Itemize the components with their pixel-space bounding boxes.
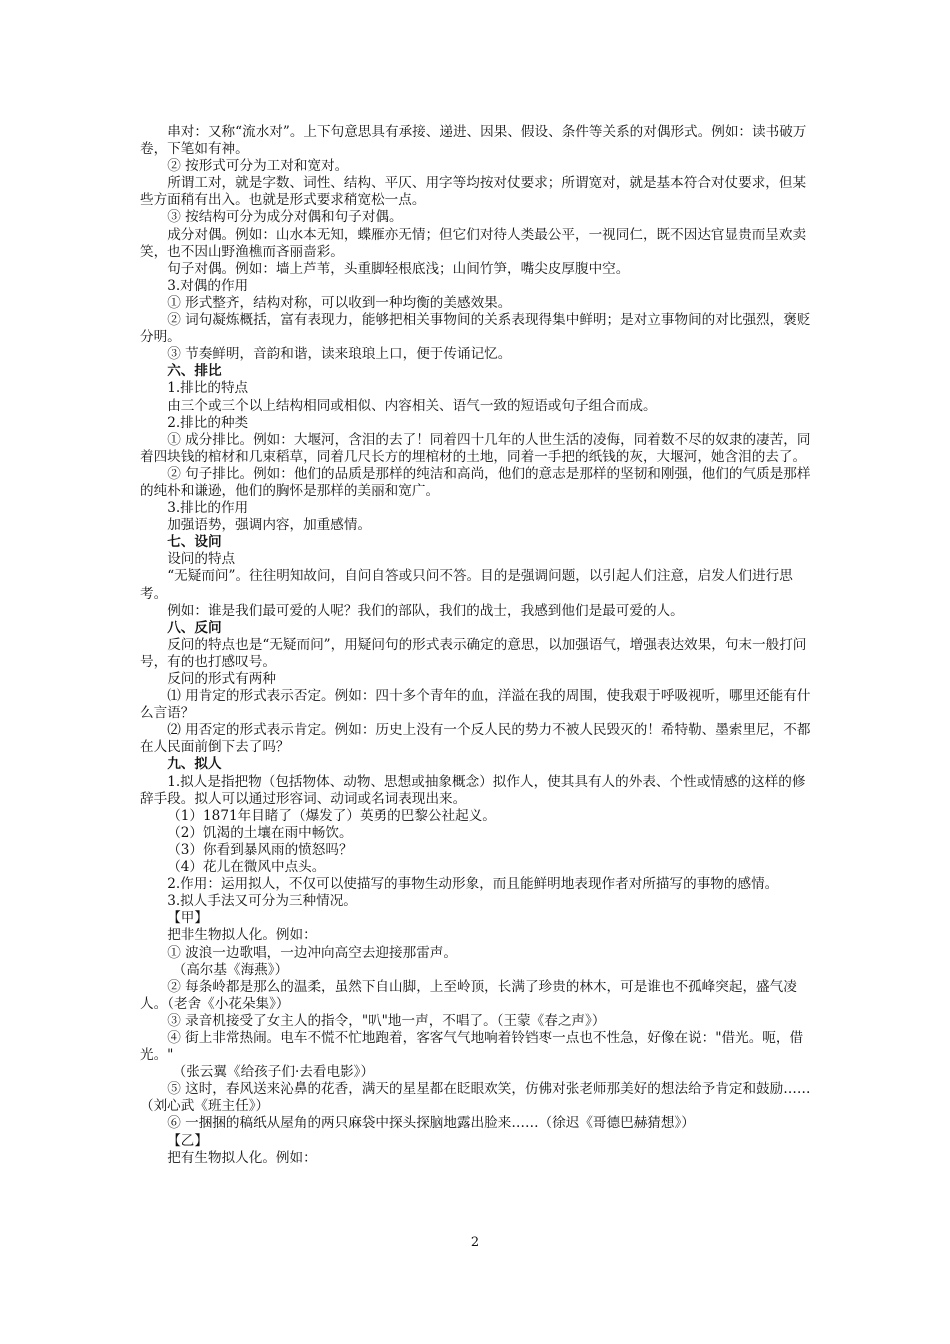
paragraph: “无疑而问”。往往明知故问，自问自答或只问不答。目的是强调问题，以引起人们注意，启发人们进行思考。 (140, 568, 793, 602)
paragraph: （4）花儿在微风中点头。 (167, 859, 326, 876)
paragraph: ② 按形式可分为工对和宽对。 (167, 158, 349, 175)
paragraph: 所谓工对，就是字数、词性、结构、平仄、用字等均按对仗要求；所谓宽对，就是基本符合对仗要求，但某些方面稍有出入。也就是形式要求稍宽松一点。 (140, 175, 807, 209)
paragraph: 1.拟人是指把物（包括物体、动物、思想或抽象概念）拟作人，使其具有人的外表、个性或情感的这样的修辞手段。拟人可以通过形容词、动词或名词表现出来。 (140, 773, 806, 807)
section-heading: 八、反问 (167, 619, 222, 636)
section-heading: 六、排比 (167, 363, 222, 380)
paragraph: 1.排比的特点 (167, 380, 249, 397)
document-page (140, 124, 815, 1167)
paragraph: 3.对偶的作用 (167, 277, 249, 294)
paragraph: 把有生物拟人化。例如： (167, 1149, 317, 1166)
paragraph: 反问的特点也是“无疑而问”，用疑问句的形式表示确定的意思，以加强语气，增强表达效果，句末一般打问号，有的也打感叹号。 (140, 636, 807, 670)
paragraph: （2）饥渴的土壤在雨中畅饮。 (167, 824, 353, 841)
paragraph: 成分对偶。例如：山水本无知，蝶雁亦无情；但它们对待人类最公平，一视同仁，既不因达官显贵而呈欢卖笑，也不因山野渔樵而吝丽啬彩。 (140, 226, 807, 260)
paragraph: ⑴ 用肯定的形式表示否定。例如：四十多个青年的血，洋溢在我的周围，使我艰于呼吸视听，哪里还能有什么言语？ (140, 688, 811, 722)
paragraph: ① 波浪一边歌唱，一边冲向高空去迎接那雷声。 (167, 944, 457, 961)
paragraph: ④ 街上非常热闹。电车不慌不忙地跑着，客客气气地响着铃铛枣一点也不性急，好像在说："借光。呃，借光。" (140, 1029, 804, 1064)
paragraph: ① 成分排比。例如：大堰河，含泪的去了！同着四十几年的人世生活的凌侮，同着数不尽的奴隶的凄苦，同着四块钱的棺材和几束稻草，同着几尺长方的埋棺材的土地，同着一手把的纸钱的灰，大堰河，她含泪的去了。 (140, 431, 811, 465)
paragraph: 把非生物拟人化。例如： (167, 927, 317, 944)
paragraph: 反问的形式有两种 (167, 671, 276, 687)
paragraph: 设问的特点 (167, 551, 236, 568)
paragraph: 加强语势，强调内容，加重感情。 (167, 517, 372, 534)
paragraph: （张云翼《给孩子们·去看电影》） (172, 1064, 375, 1081)
paragraph: ③ 录音机接受了女主人的指令，"叭"地一声，不唱了。（王蒙《春之声》） (167, 1012, 606, 1029)
paragraph: ② 词句凝炼概括，富有表现力，能够把相关事物间的关系表现得集中鲜明；是对立事物间的对比强烈，褒贬分明。 (140, 312, 811, 346)
paragraph: 2.作用：运用拟人，不仅可以使描写的事物生动形象，而且能鲜明地表现作者对所描写的事物的感情。 (167, 876, 779, 893)
paragraph: ③ 节奏鲜明，音韵和谐，读来琅琅上口，便于传诵记忆。 (167, 346, 512, 363)
paragraph: 2.排比的种类 (167, 414, 249, 431)
paragraph: ① 形式整齐，结构对称，可以收到一种均衡的美感效果。 (167, 294, 512, 311)
paragraph: （1）1871年目睹了（爆发了）英勇的巴黎公社起义。 (167, 807, 496, 824)
paragraph: 【甲】 (167, 910, 208, 927)
paragraph: 由三个或三个以上结构相同或相似、内容相关、语气一致的短语或句子组合而成。 (167, 397, 657, 414)
section-heading: 七、设问 (167, 534, 222, 551)
paragraph: ② 每条岭都是那么的温柔，虽然下自山脚，上至岭顶，长满了珍贵的林木，可是谁也不孤峰突起，盛气凌人。（老舍《小花朵集》） (140, 978, 797, 1012)
paragraph: （高尔基《海燕》） (172, 961, 289, 978)
section-heading: 九、拟人 (167, 756, 222, 773)
paragraph: ② 句子排比。例如：他们的品质是那样的纯洁和高尚，他们的意志是那样的坚韧和刚强，他们的气质是那样的纯朴和谦逊，他们的胸怀是那样的美丽和宽广。 (140, 465, 811, 499)
paragraph: 3.拟人手法又可分为三种情况。 (167, 893, 357, 910)
page-number: 2 (470, 1235, 480, 1250)
paragraph: 【乙】 (167, 1132, 208, 1149)
paragraph: ③ 按结构可分为成分对偶和句子对偶。 (167, 209, 403, 226)
paragraph: 例如：谁是我们最可爱的人呢？我们的部队，我们的战士，我感到他们是最可爱的人。 (167, 602, 684, 619)
paragraph: 3.排比的作用 (167, 500, 249, 517)
paragraph: 串对：又称“流水对”。上下句意思具有承接、递进、因果、假设、条件等关系的对偶形式。例如：读书破万卷，下笔如有神。 (140, 124, 807, 158)
paragraph: ⑥ 一捆捆的稿纸从屋角的两只麻袋中探头探脑地露出脸来……（徐迟《哥德巴赫猜想》） (167, 1115, 695, 1132)
paragraph: 句子对偶。例如：墙上芦苇，头重脚轻根底浅；山间竹笋，嘴尖皮厚腹中空。 (167, 260, 630, 277)
paragraph: ⑤ 这时，春风送来沁鼻的花香，满天的星星都在眨眼欢笑，仿佛对张老师那美好的想法给予肯定和鼓励……（刘心武《班主任》） (140, 1081, 811, 1115)
paragraph: ⑵ 用否定的形式表示肯定。例如：历史上没有一个反人民的势力不被人民毁灭的！希特勒、墨索里尼，不都在人民面前倒下去了吗？ (140, 722, 811, 756)
paragraph: （3）你看到暴风雨的愤怒吗？ (167, 841, 353, 858)
